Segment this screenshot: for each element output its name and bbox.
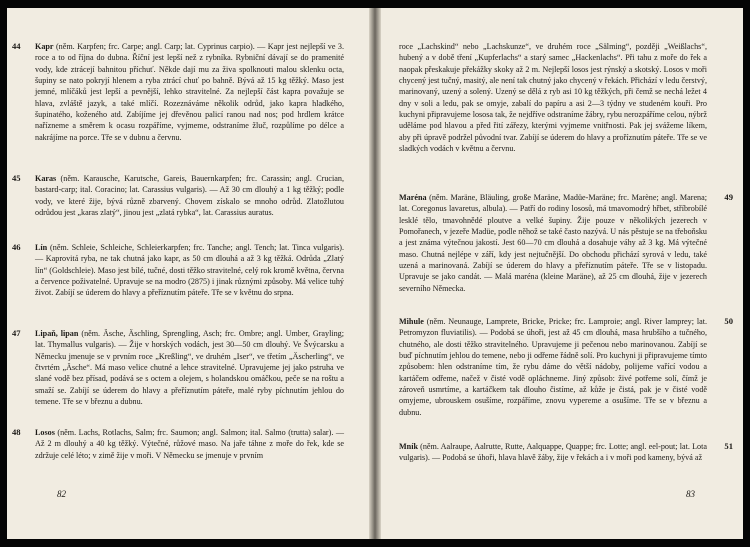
entry-karas — [12, 173, 344, 218]
entry-mihule — [399, 316, 733, 418]
entry-headword: Lipaň, lipan — [35, 329, 79, 338]
entry-number: 51 — [724, 441, 733, 451]
entry-text: (něm. Maräne, Bläuling, große Maräne, Madüe-Maräne; frc. Marène; angl. Marena; lat. Coregonus lavaretus, albula). — Patří do rodiny lososů, má tmavomodrý hřbet, stříbrobílé lesklé tělo, tmavohnědé ploutve a velké šupiny. Žije pouze v několikých jezerech v Pomořanech, v jezeře Madüe, podle něhož se také často nazývá. U nás pěstuje se na třeboňsku a jest známa výtečnou jakostí. Jest 60—70 cm dlouhá a dosahuje váhy až 3 kg. Má výtečné maso. Chutná nejlépe v září, kdy jest nejtučnější. Do obchodu přichází syrová v ledu, také uzená a marinovaná. Zabíjí se úderem do hlavy a přeříznutím páteře. Tře se v listopadu. Upravuje se jako candát. — Malá maréna (kleine Maräne), až 25 cm dlouhá, žije v jezerech severního Německa. — [399, 193, 707, 293]
entry-headword: Kapr — [35, 42, 54, 51]
entry-number: 48 — [12, 427, 21, 437]
entry-text: (něm. Aalraupe, Aalrutte, Rutte, Aalquappe, Quappe; frc. Lotte; angl. eel-pout; lat. Lota vulgaris). — Podobá se úhoři, hlava hlavě žáby, žije v řekách a i v moři pod kameny, bývá až — [399, 442, 707, 463]
entry-headword: Mihule — [399, 317, 424, 326]
entry-text: (něm. Karausche, Karutsche, Gareis, Bauernkarpfen; frc. Carassin; angl. Crucian, bastard-carp; ital. Coracino; lat. Carassius vulgaris). — Až 30 cm dlouhý a 1 kg těžký; podle vody, ve které žije, bývá různě zbarvený. Chovem získalo se mnoho odrůd. Zlatožlutou odrůdou jest „karas zlatý“, jinou jest „zlatá rybka“, lat. Carassius auratus. — [35, 174, 344, 218]
left-page — [7, 8, 369, 539]
page-number: 82 — [57, 489, 66, 499]
entry-text: (něm. Äsche, Äschling, Sprengling, Asch; frc. Ombre; angl. Umber, Grayling; lat. Thymallus vulgaris). — Žije v horských vodách, jest 30—50 cm dlouhý. Ve Švýcarsku a Německu jmenuje se v prvním roce „Kreßling“, ve druhém „Iser“, ve třetím „Äscherling“, ve čtvrtém „Äsche“. Má maso velice chutné a lehce stravitelné. Upravujeme jej jako pstruha ve slané vodě bez přísad, podává se s octem a olejem, s holandskou omáčkou, peče se na roštu a smaží se. Zabíjí se úderem do hlavy a přeříznutím páteře, malé ryby píchnutím jehlou do temene. Tře se v březnu a dubnu. — [35, 329, 344, 407]
entry-headword: Lín — [35, 243, 48, 252]
entry-lipan — [12, 328, 344, 407]
right-page — [381, 8, 743, 539]
entry-number: 46 — [12, 242, 21, 252]
entry-number: 47 — [12, 328, 21, 338]
page-number: 83 — [686, 489, 695, 499]
entry-marena — [399, 192, 733, 294]
entry-text: (něm. Lachs, Rotlachs, Salm; frc. Saumon; angl. Salmon; ital. Salmo (trutta) salar). — Až 2 m dlouhý a 40 kg těžký. Výtečné, růžové maso. Na jaře táhne z moře do řek, kde se zdržuje celé léto; v zimě žije v moři. V Německu se jmenuje v prvním — [35, 428, 344, 460]
entry-lin — [12, 242, 344, 299]
entry-kapr — [12, 41, 344, 143]
book-gutter — [369, 8, 381, 539]
entry-losos — [12, 427, 344, 461]
entry-headword: Maréna — [399, 193, 427, 202]
entry-text: (něm. Karpfen; frc. Carpe; angl. Carp; lat. Cyprinus carpio). — Kapr jest nejlepší ve 3. roce a to od října do dubna. Říční jest lepší než z rybníka. Rybniční dávají se do pramenité vody, kde ztrácejí bahnitou příchuť. Někde dají mu za živa spolknouti malou sklenku octa, šupiny se nato pokryjí hlenem a ryba ztrácí chuť po bahně. Bývá až 15 kg těžký. Maso jest jemné, mlíčáků jest lepší a pevnější, lehko stravitelné. Za nejlepší část kapra považuje se hlava, zvláště jazyk, a také mlíčí. Rozeznáváme několik odrůd, jako kapra hladkého, šupinatého, koženého atd. Zabíjíme jej dřevěnou palicí ranou nad nos; pod hrdlem krátce nařízneme a směrem k ocasu rozpáříme, vyjmeme, odstraníme žluč, rozpůlíme po délce a nakrájíme na porce. Tře se v dubnu a červnu. — [35, 42, 344, 142]
entry-headword: Losos — [35, 428, 55, 437]
entry-losos-continued — [399, 41, 707, 154]
entry-mnik — [399, 441, 733, 464]
entry-number: 44 — [12, 41, 21, 51]
entry-text: roce „Lachskind“ nebo „Lachskunze“, ve druhém roce „Sälming“, později „Weißlachs“, hubený a v době tření „Kupferlachs“ a starý samec „Hackenlachs“. Při tahu z moře do řek a naopak přeskakuje překážky skoky až 2 m. Nejlepší losos jest rýnský a skotský. Losos v moři chycený jest tučný, masitý, ale není tak chutný jako chycený v řekách. Přichází v ledu čerstvý, marinovaný, uzený a solený. Uzený se dělá z ryb asi 10 kg těžkých, při čemž se nechá ležet 4 dny v soli a ledu, pak se omyje, zabalí do papíru a asi 2—3 týdny ve studeném kouři. Pro kuchyni připravujeme lososa tak, že nejdříve odstraníme žábry, rybu nerozpáříme celou, nýbrž uděláme pod hlavou a před řití zářezy, kterými vyjmeme vnitřnosti. Pak jej svážeme líkem, aby při úpravě podržel původní tvar. Zabíjí se úderem do hlavy a proříznutím páteře. Tře se ve sladkých vodách v květnu a červnu. — [399, 42, 707, 154]
entry-number: 49 — [724, 192, 733, 202]
entry-text: (něm. Schleie, Schleiche, Schleierkarpfen; frc. Tanche; angl. Tench; lat. Tinca vulgaris). — Kaprovitá ryba, ne tak chutná jako kapr, as 50 cm dlouhá a až 3 kg těžká. Odrůda „Zlatý lín“ (Goldschleie). Maso jest bílé, tučné, dosti těžko stravitelné, celý rok kromě května, června a července poživatelné. Upravuje se na modro (2875) i jinak různými způsoby. Má velice tuhý život. Zabíjí se úderem do hlavy a přeříznutím páteře. Tře se v květnu do srpna. — [35, 243, 344, 298]
entry-number: 50 — [724, 316, 733, 326]
entry-headword: Mník — [399, 442, 418, 451]
entry-text: (něm. Neunauge, Lamprete, Bricke, Pricke; frc. Lamproie; angl. River lamprey; lat. Petromyzon fluviatilis). — Podobá se úhoři, jest až 45 cm dlouhá, masa hrubšího a tučného, chutného, ale dosti těžko stravitelného. Upravujeme ji pečenou nebo marinovanou. Zabíjí se buď píchnutím jehlou do temene, nebo ji odřeme řádně solí. Pro kuchyni ji připravujeme tímto způsobem: hlen odstraníme tím, že rybu dáme do větší nádoby, polijeme vařící vodou a kartáčem odřeme, načež v čisté vodě opláchneme. Jiný způsob: živé potřeme solí, čímž je zároveň usmrtíme, a kartáčkem tak dlouho čistíme, až kůže je čistá, pak je v čisté vodě omyjeme, ubrouskem osušíme, rozpáříme, znovu vypereme a osušíme. Tře se v březnu a dubnu. — [399, 317, 707, 417]
entry-headword: Karas — [35, 174, 57, 183]
entry-number: 45 — [12, 173, 21, 183]
